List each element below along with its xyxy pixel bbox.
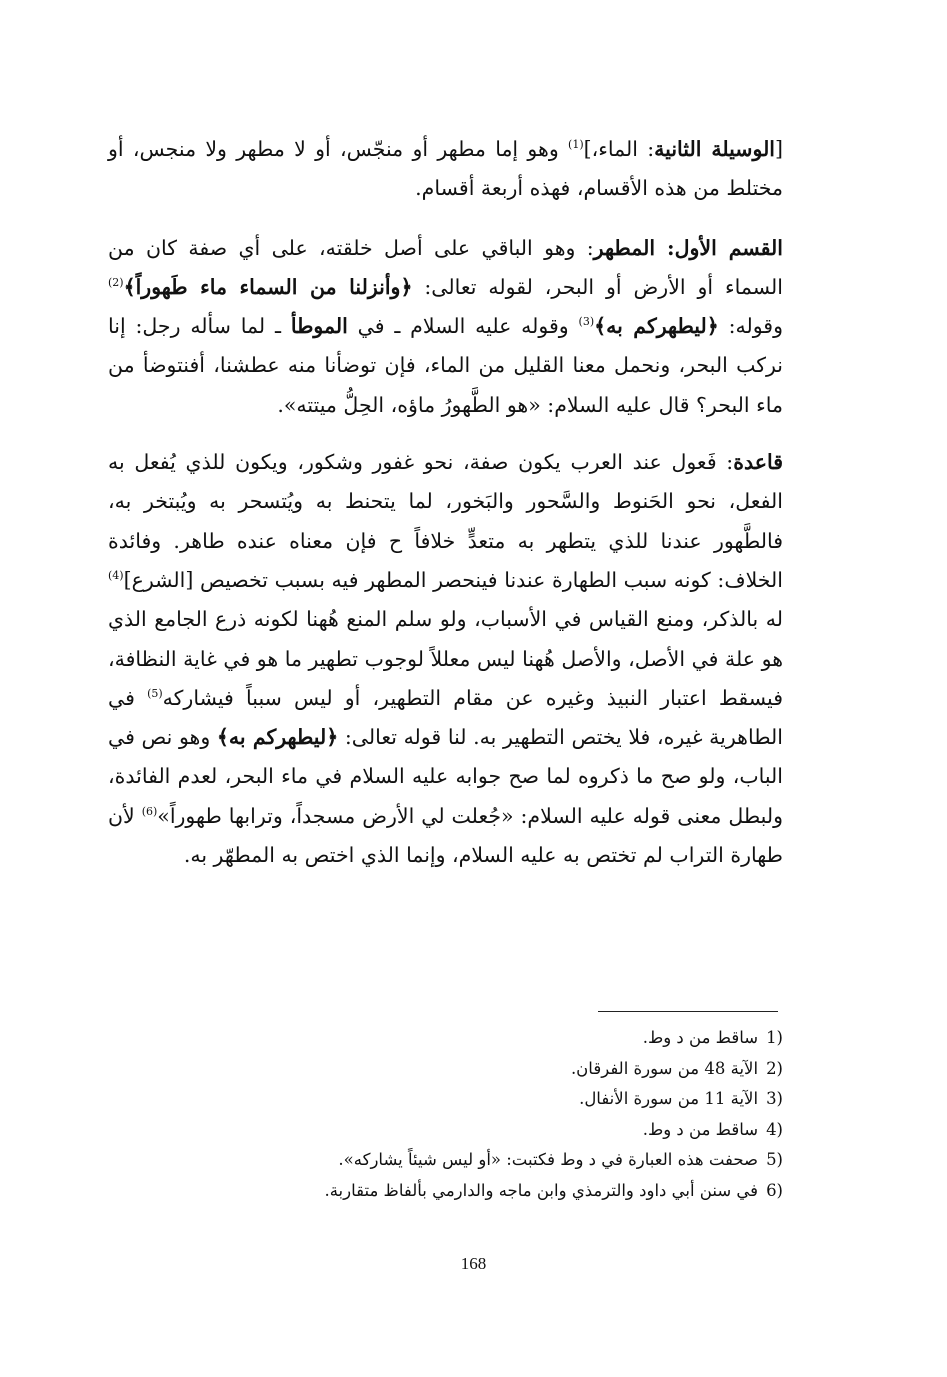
footnote-text: الآية 11 من سورة الأنفال. <box>579 1089 759 1108</box>
text-run: [ <box>775 137 784 161</box>
bold-text: ﴿ليطهركم به﴾ <box>216 725 339 750</box>
text-run: وقوله: <box>718 314 783 339</box>
footnote-number: 2) <box>766 1058 783 1078</box>
footnote-number: 3) <box>766 1089 783 1108</box>
footnote-text: في سنن أبي داود والترمذي وابن ماجه والدارمي بألفاظ متقاربة. <box>324 1180 759 1200</box>
footnote-item <box>108 1084 783 1115</box>
main-text <box>108 130 783 875</box>
bold-text: الوسيلة الثانية <box>654 137 776 161</box>
footnote-number: 6) <box>766 1180 783 1200</box>
footnote-ref: (2) <box>108 275 124 289</box>
text-run: وقوله عليه السلام ـ في <box>347 314 579 339</box>
footnote-ref: (5) <box>147 686 163 700</box>
footnote-item <box>108 1145 783 1176</box>
bold-text: قاعدة <box>733 450 783 475</box>
footnote-ref: (6) <box>141 804 158 818</box>
text-run: وهو نص في الباب، ولو صح ما ذكروه لما صح جوابه عليه السلام في ماء البحر، لعدم الفائدة، ولبطل معنى قوله عليه السلام: «جُعلت لي الأرض مسجداً، وترابها طهوراً» <box>108 725 783 828</box>
footnote-item <box>108 1115 783 1146</box>
text-run: وهو إما مطهر أو منجّس، أو لا مطهر ولا منجس، أو مختلط من هذه الأقسام، فهذه أربعة أقسام. <box>108 137 783 201</box>
text-run: : فَعول عند العرب يكون صفة، نحو غفور وشكور، ويكون للذي يُفعل به الفعل، نحو الحَنوط والسَّحور والبَخور، لما يتحنط به ويُتسحر به ويُبتخر به، فالطَّهور عندنا للذي يتطهر به متعدٍّ خلافاً ح فإن معناه عنده طاهر. وفائدة الخلاف: كونه سبب الطهارة عندنا فينحصر المطهر فيه بسبب تخصيص [الشرع] <box>108 450 783 592</box>
bold-text: ﴿وأنزلنا من السماء ماء طَهوراً﴾ <box>123 274 413 299</box>
text-run: له بالذكر، ومنع القياس في الأسباب، ولو سلم المنع هُهنا لكونه ذرع الجامع الذي هو علة في الأصل، والأصل هُهنا ليس معللاً لوجوب تطهير ما هو في غاية النظافة، فيسقط اعتبار النبيذ وغيره عن مقام التطهير، أو ليس سبباً فيشاركه <box>108 607 783 710</box>
bold-text: القسم الأول: المطهر <box>593 235 783 260</box>
paragraph-water-intro <box>108 130 783 209</box>
footnote-ref: (1) <box>568 138 584 151</box>
footnote-text: الآية 48 من سورة الفرقان. <box>570 1058 759 1078</box>
footnote-separator <box>598 1011 778 1012</box>
page-number: 168 <box>460 1254 487 1273</box>
footnote-item <box>108 1023 783 1054</box>
text-run: : الماء،] <box>583 137 655 161</box>
footnote-text: ساقط من د وط. <box>642 1119 759 1139</box>
footnote-number: 5) <box>766 1150 783 1169</box>
text-run: في الطاهرية غيره، فلا يختص التطهير به. لنا قوله تعالى: <box>108 685 783 750</box>
bold-text: ﴿ليطهركم به﴾ <box>594 314 719 339</box>
footnote-text: ساقط من د وط. <box>642 1028 759 1047</box>
footnote-text: صحفت هذه العبارة في د وط فكتبت: «أو ليس شيئاً يشاركه». <box>338 1150 759 1169</box>
text-run: لأن طهارة التراب لم تختص به عليه السلام، وإنما الذي اختص به المطهّر به. <box>108 803 783 868</box>
paragraph-rule <box>108 443 783 875</box>
text-run: ـ لما سأله رجل: إنا نركب البحر، ونحمل معنا القليل من الماء، فإن توضأنا منه عطشنا، أفنتوضأ من ماء البحر؟ قال عليه السلام: «هو الطَّهورُ ماؤه، الحِلُّ ميتته». <box>108 314 783 417</box>
footnote-number: 4) <box>766 1119 783 1139</box>
footnote-number: 1) <box>766 1028 783 1047</box>
text-run: : وهو الباقي على أصل خلقته، على أي صفة كان من السماء أو الأرض أو البحر، لقوله تعالى: <box>108 235 783 299</box>
footnote-ref: (3) <box>578 315 595 329</box>
footnote-item <box>108 1054 783 1085</box>
footnotes <box>108 1023 783 1206</box>
footnote-ref: (4) <box>108 568 124 582</box>
paragraph-first-category <box>108 229 783 425</box>
bold-text: الموطأ <box>290 314 348 339</box>
footnote-item <box>108 1176 783 1207</box>
